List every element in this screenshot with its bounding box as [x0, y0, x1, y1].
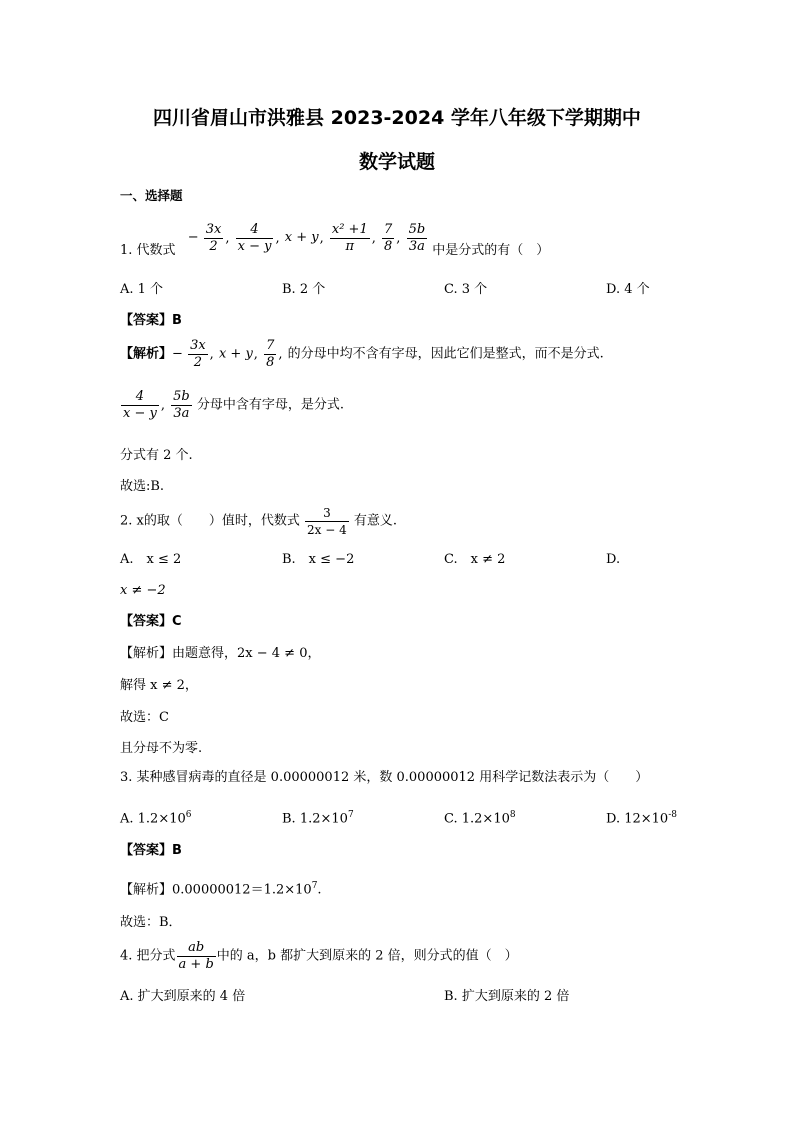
- q4-option-b: B. 扩大到原来的 2 倍: [444, 989, 570, 1004]
- q1-analysis-label: 【解析】: [120, 346, 173, 362]
- q3-option-b: B. $1.2\times 10^7$: [282, 810, 354, 827]
- q2-option-a: A. x ≤ 2: [120, 552, 182, 567]
- q2-answer: 【答案】C: [120, 614, 182, 629]
- q1-analysis-line-3: 分式有 2 个.: [120, 448, 193, 463]
- q1-prefix: 1. 代数式: [120, 243, 176, 258]
- q2-option-c: C. x ≠ 2: [444, 552, 506, 567]
- q2-solve: 解得 x ≠ 2，: [120, 678, 198, 693]
- q1-option-c: C. 3 个: [444, 282, 488, 297]
- q3-option-c: C. $1.2\times 10^8$: [444, 810, 516, 827]
- q2-analysis: 【解析】由题意得，2x − 4 ≠ 0，: [120, 646, 321, 661]
- q1-analysis-fraction-3: $\frac{4}{x - y}$: [123, 389, 157, 421]
- q4-fraction: $\frac{ab}{a + b}$: [178, 940, 214, 972]
- q2-conclusion: 故选：C: [120, 710, 169, 725]
- section-heading: 一、选择题: [120, 188, 183, 203]
- q1-analysis-tail-1: 的分母中均不含有字母，因此它们是整式，而不是分式.: [287, 346, 604, 362]
- q1-sign: −: [187, 230, 199, 245]
- q2-option-d: D.: [606, 552, 621, 567]
- q1-fraction-1: $\frac{3x}{2}$: [205, 221, 222, 254]
- q1-suffix: 中是分式的有（ ）: [432, 243, 550, 258]
- q1-fraction-2: $\frac{4}{x - y}$: [237, 221, 272, 254]
- q1-answer: 【答案】B: [120, 313, 182, 328]
- q1-term-mid: x + y: [284, 230, 319, 245]
- q1-fraction-4: $\frac{7}{8}$: [384, 221, 393, 254]
- q1-analysis-line-1: 【解析】− $\frac{3x}{2}$ , x + y, $\frac{7}{8}$ , 的分母中均不含有字母，因此它们是整式，而不是分式.: [120, 338, 604, 370]
- q1-option-d: D. 4 个: [606, 282, 650, 297]
- q3-option-a: A. $1.2\times 10^6$: [120, 810, 192, 827]
- q2-option-b: B. x ≤ −2: [282, 552, 355, 567]
- q3-analysis: 【解析】$0.00000012=1.2\times 10^7$.: [120, 881, 322, 898]
- q3-conclusion: 故选：B．: [120, 915, 182, 930]
- title-line-1: 四川省眉山市洪雅县 2023-2024 学年八年级下学期期中: [153, 107, 641, 129]
- q1-analysis-fraction-2: $\frac{7}{8}$: [266, 338, 275, 370]
- q1-analysis-fraction-4: $\frac{5b}{3a}$: [173, 389, 190, 421]
- q1-analysis-sign: −: [172, 346, 183, 362]
- q1-conclusion: 故选:B.: [120, 479, 165, 494]
- q2-fraction: $\frac{3}{2x - 4}$: [307, 506, 347, 537]
- q3-stem: 3. 某种感冒病毒的直径是 0.00000012 米，数 0.00000012 用科学记数法表示为（ ）: [120, 770, 649, 785]
- q1-option-b: B. 2 个: [282, 282, 326, 297]
- q2-note: 且分母不为零.: [120, 741, 203, 756]
- q3-answer: 【答案】B: [120, 843, 182, 858]
- q1-analysis-tail-2: 分母中含有字母，是分式.: [196, 397, 344, 413]
- q2-option-d-value: x ≠ −2: [120, 583, 166, 598]
- q1-stem: 1. 代数式 − $\frac{3x}{2}$ , $\frac{4}{x - y}$ , x + y, $\frac{\text{x² +1}}{\pi}$ , $\frac{7}{8}$ , $\frac{5b}{3a}$ 中是分式的有（ ）: [120, 221, 550, 258]
- q2-prefix: 2. x的取（ ）值时，代数式: [120, 513, 300, 529]
- q1-analysis-fraction-1: $\frac{3x}{2}$: [190, 338, 206, 370]
- title-line-2: 数学试题: [358, 151, 435, 173]
- q4-prefix: 4. 把分式: [120, 948, 176, 964]
- q3-option-d: D. $12\times 10^{-8}$: [606, 810, 677, 827]
- q4-suffix: 中的 a，b 都扩大到原来的 2 倍，则分式的值（ ）: [216, 948, 518, 964]
- q1-fraction-5: $\frac{5b}{3a}$: [408, 221, 426, 254]
- q2-suffix: 有意义.: [353, 513, 398, 529]
- q1-option-a: A. 1 个: [120, 282, 164, 297]
- q1-fraction-3: $\frac{\text{x² +1}}{\pi}$: [331, 221, 368, 254]
- q1-analysis-term: x + y: [218, 346, 253, 362]
- q4-option-a: A. 扩大到原来的 4 倍: [120, 989, 246, 1004]
- q2-stem: [120, 505, 397, 538]
- q1-analysis-line-2: $\frac{4}{x - y}$ , $\frac{5b}{3a}$ 分母中含有字母，是分式.: [123, 389, 344, 421]
- q4-stem: [120, 940, 518, 973]
